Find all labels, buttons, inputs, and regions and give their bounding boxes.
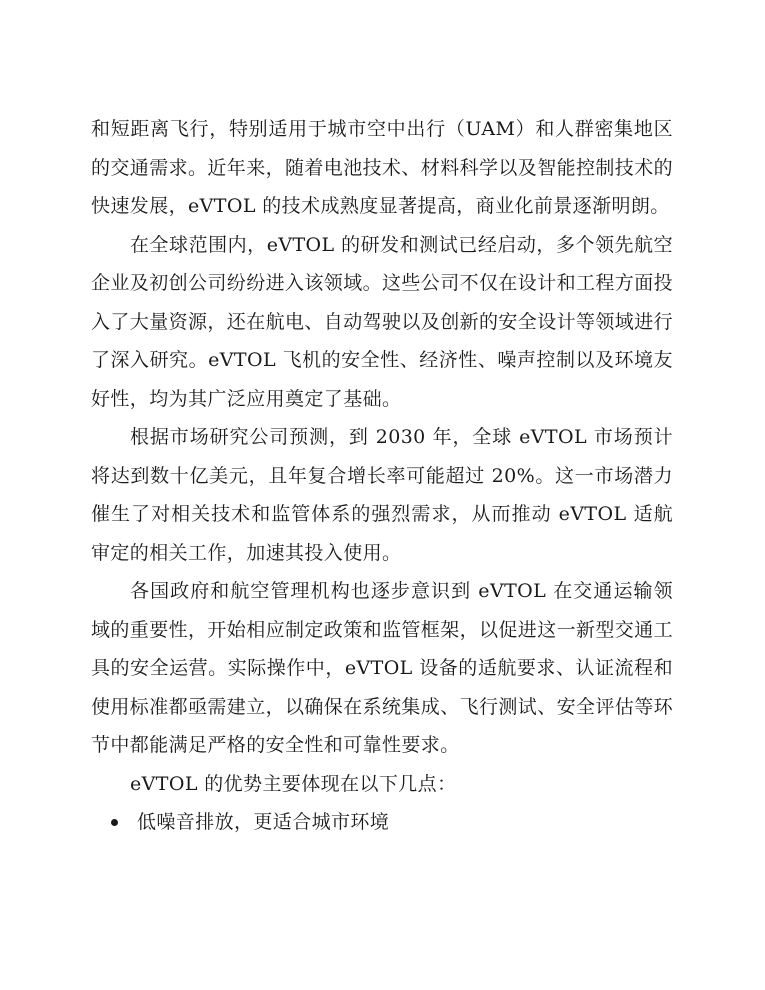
paragraph-regulation: 各国政府和航空管理机构也逐步意识到 eVTOL 在交通运输领域的重要性，开始相应制定政策和监管框架，以促进这一新型交通工具的安全运营。实际操作中，eVTOL 设备的适航要求、认证流程和使用标准都亟需建立，以确保在系统集成、飞行测试、安全评估等环节中都能满足严格的安全性和可靠性要求。: [91, 580, 674, 756]
advantages-list: [91, 803, 673, 842]
paragraph-global-development: 在全球范围内，eVTOL 的研发和测试已经启动，多个领先航空企业及初创公司纷纷进入该领域。这些公司不仅在设计和工程方面投入了大量资源，还在航电、自动驾驶以及创新的安全设计等领域进行了深入研究。eVTOL 飞机的安全性、经济性、噪声控制以及环境友好性，均为其广泛应用奠定了基础。: [91, 233, 674, 410]
bullet-icon: [111, 819, 118, 826]
paragraph-continuation: 和短距离飞行，特别适用于城市空中出行（UAM）和人群密集地区的交通需求。近年来，随着电池技术、材料科学以及智能控制技术的快速发展，eVTOL 的技术成熟度显著提高，商业化前景逐渐明朗。: [91, 118, 674, 217]
list-item-text: 低噪音排放，更适合城市环境: [137, 811, 390, 833]
paragraph-market-forecast: 根据市场研究公司预测，到 2030 年，全球 eVTOL 市场预计将达到数十亿美元，且年复合增长率可能超过 20%。这一市场潜力催生了对相关技术和监管体系的强烈需求，从而推动 eVTOL 适航审定的相关工作，加速其投入使用。: [91, 426, 673, 564]
list-item: [91, 803, 673, 842]
paragraph-advantages-intro: eVTOL 的优势主要体现在以下几点：: [130, 772, 457, 795]
document-body: [91, 110, 673, 842]
